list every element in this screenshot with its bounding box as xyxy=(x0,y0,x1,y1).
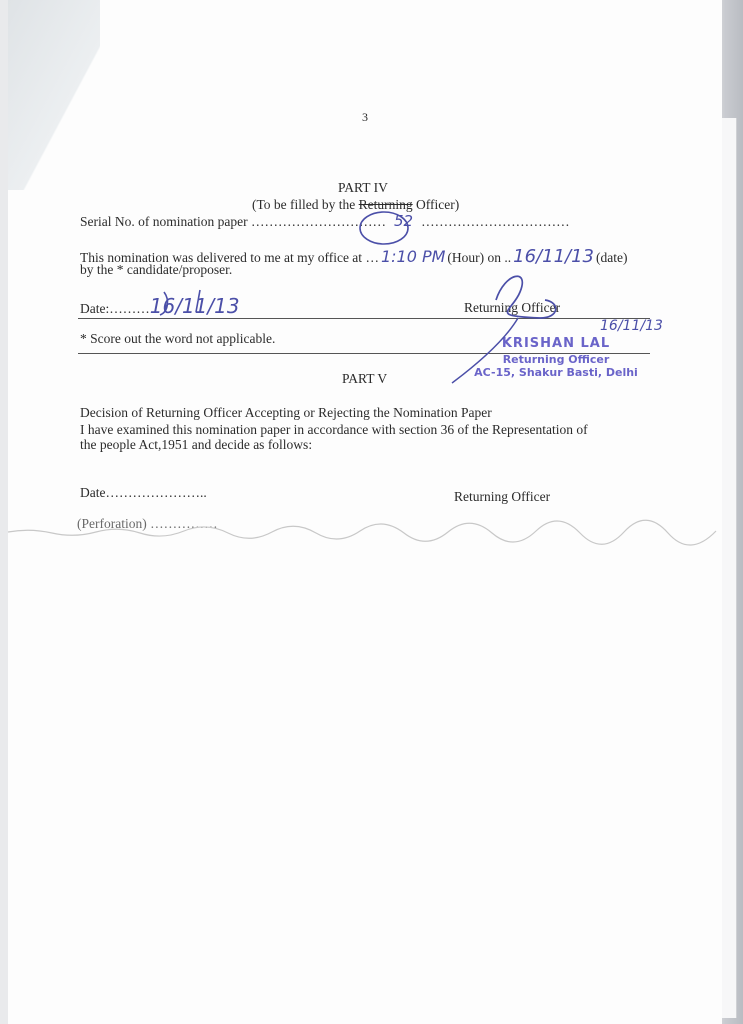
date-dots: .. xyxy=(504,250,512,265)
date-slash-mark xyxy=(196,290,200,312)
serial-circle xyxy=(360,212,408,244)
date-dots-2: ……… xyxy=(109,301,150,316)
subheading-struck-word: Returning xyxy=(358,197,413,212)
part-v-heading: PART V xyxy=(342,371,388,386)
date-handwritten: 16/11/13 xyxy=(513,246,594,267)
stamp-name: KRISHAN LAL xyxy=(501,336,611,351)
date-label: (date) xyxy=(596,250,628,265)
signature-date: 16/11/13 xyxy=(600,318,663,334)
date-label-2: Date: xyxy=(80,301,110,316)
serial-label: Serial No. of nomination paper xyxy=(80,214,251,229)
hour-label: (Hour) on xyxy=(447,250,505,265)
decision-line: Decision of Returning Officer Accepting or Rejecting the Nomination Paper xyxy=(80,405,492,420)
serial-dots-left: ………………………… xyxy=(250,214,386,229)
serial-handwritten: 52 xyxy=(393,212,414,230)
serial-dots-right: …………………………… xyxy=(421,214,570,229)
date-handwritten-2: 16/11/13 xyxy=(149,294,240,318)
perforation-label: (Perforation) …………… xyxy=(77,516,218,531)
page-number: 3 xyxy=(362,110,368,124)
returning-officer-label-v: Returning Officer xyxy=(454,489,551,504)
examined-line-1: I have examined this nomination paper in accordance with section 36 of the Representation of xyxy=(80,422,588,437)
part-iv-heading: PART IV xyxy=(338,180,388,195)
footnote: * Score out the word not applicable. xyxy=(80,331,276,346)
by-candidate-line: by the * candidate/proposer. xyxy=(80,262,233,277)
perforation-edge xyxy=(8,520,716,545)
stamp-title: Returning Officer xyxy=(502,353,610,366)
subheading-suffix: Officer) xyxy=(412,197,460,212)
signature-tail xyxy=(452,318,518,383)
part-v-date: Date………………….. xyxy=(80,485,207,500)
delivered-dots: … xyxy=(365,250,379,265)
subheading-prefix: (To be filled by the xyxy=(252,197,359,212)
date-stroke-mark xyxy=(160,292,167,315)
signature-flourish xyxy=(496,276,556,318)
delivered-prefix: This nomination was delivered to me at my office at xyxy=(80,250,366,265)
examined-line-2: the people Act,1951 and decide as follows: xyxy=(80,437,313,452)
returning-officer-label-iv: Returning Officer xyxy=(464,300,561,315)
hour-handwritten: 1:10 PM xyxy=(380,247,446,266)
stamp-constituency: AC-15, Shakur Basti, Delhi xyxy=(474,366,638,379)
